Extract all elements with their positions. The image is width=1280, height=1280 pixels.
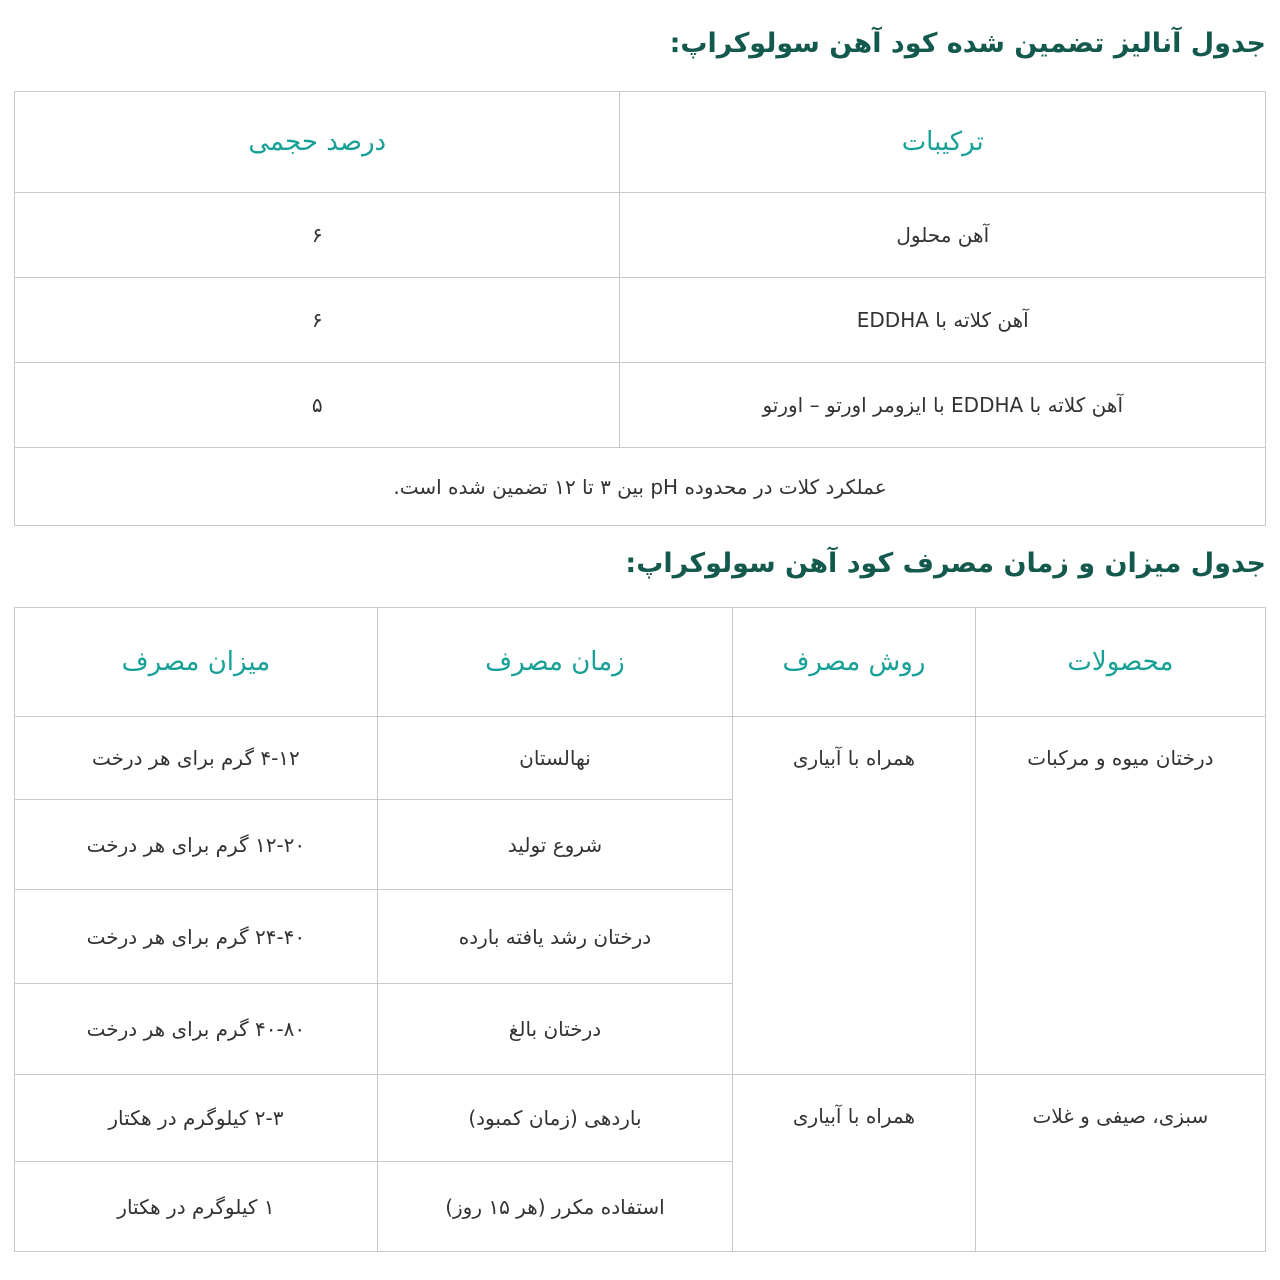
cell-time: نهالستان — [377, 717, 732, 800]
cell-time: باردهی (زمان کمبود) — [377, 1075, 732, 1162]
usage-table — [14, 607, 1266, 1252]
analysis-header-row — [15, 92, 1266, 193]
usage-table-header — [15, 608, 1266, 717]
analysis-table-header — [15, 92, 1266, 193]
cell-percent: ۶ — [15, 193, 620, 278]
table-row — [15, 363, 1266, 448]
analysis-header-percent: درصد حجمی — [15, 92, 620, 193]
cell-time: شروع تولید — [377, 800, 732, 890]
cell-amount: ۴-۱۲ گرم برای هر درخت — [15, 717, 378, 800]
usage-table-body — [15, 717, 1266, 1252]
cell-time: استفاده مکرر (هر ۱۵ روز) — [377, 1162, 732, 1252]
analysis-header-composition: ترکیبات — [620, 92, 1266, 193]
usage-header-amount: میزان مصرف — [15, 608, 378, 717]
analysis-note: عملکرد کلات در محدوده pH بین ۳ تا ۱۲ تضمین شده است. — [15, 448, 1266, 526]
cell-composition: آهن کلاته با EDDHA — [620, 278, 1266, 363]
cell-time: درختان بالغ — [377, 984, 732, 1075]
table-row — [15, 1075, 1266, 1162]
cell-amount: ۴۰-۸۰ گرم برای هر درخت — [15, 984, 378, 1075]
cell-percent: ۶ — [15, 278, 620, 363]
cell-product: سبزی، صیفی و غلات — [975, 1075, 1265, 1252]
table-row — [15, 717, 1266, 800]
cell-amount: ۱۲-۲۰ گرم برای هر درخت — [15, 800, 378, 890]
cell-product: درختان میوه و مرکبات — [975, 717, 1265, 1075]
analysis-note-row — [15, 448, 1266, 526]
cell-amount: ۲۴-۴۰ گرم برای هر درخت — [15, 890, 378, 984]
usage-header-row — [15, 608, 1266, 717]
table-row — [15, 278, 1266, 363]
cell-amount: ۱ کیلوگرم در هکتار — [15, 1162, 378, 1252]
analysis-table — [14, 91, 1266, 526]
usage-header-time: زمان مصرف — [377, 608, 732, 717]
usage-header-method: روش مصرف — [733, 608, 976, 717]
cell-amount: ۲-۳ کیلوگرم در هکتار — [15, 1075, 378, 1162]
cell-method: همراه با آبیاری — [733, 717, 976, 1075]
usage-table-title: جدول میزان و زمان مصرف کود آهن سولوکراپ: — [625, 548, 1266, 580]
cell-composition: آهن کلاته با EDDHA با ایزومر اورتو – اورتو — [620, 363, 1266, 448]
analysis-table-title: جدول آنالیز تضمین شده کود آهن سولوکراپ: — [669, 28, 1266, 59]
usage-header-product: محصولات — [975, 608, 1265, 717]
cell-composition: آهن محلول — [620, 193, 1266, 278]
cell-percent: ۵ — [15, 363, 620, 448]
cell-method: همراه با آبیاری — [733, 1075, 976, 1252]
table-row — [15, 193, 1266, 278]
cell-time: درختان رشد یافته بارده — [377, 890, 732, 984]
analysis-table-body — [15, 193, 1266, 526]
